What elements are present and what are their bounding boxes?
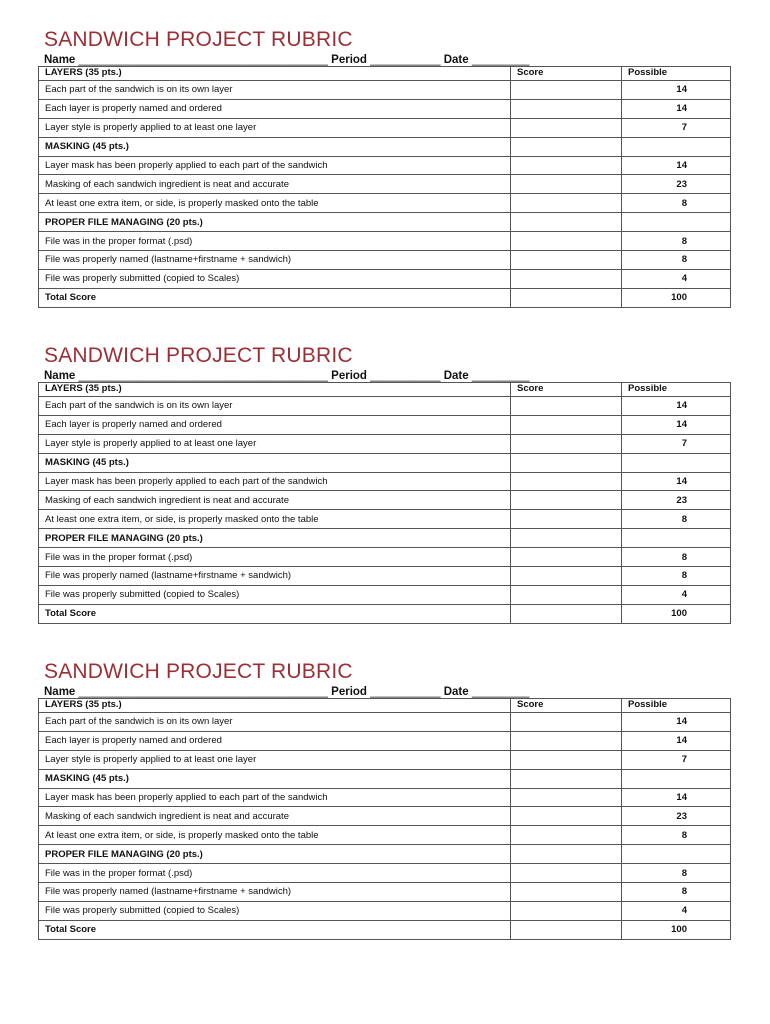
possible-points: 8	[622, 510, 731, 529]
score-cell[interactable]	[511, 750, 622, 769]
criterion-row	[39, 585, 731, 604]
criterion-row	[39, 232, 731, 251]
possible-points: 14	[622, 156, 731, 175]
criterion-label: At least one extra item, or side, is properly masked onto the table	[39, 194, 511, 213]
possible-cell	[622, 453, 731, 472]
possible-points: 7	[622, 118, 731, 137]
date-field[interactable]: _________	[471, 370, 530, 382]
criterion-label: File was in the proper format (.psd)	[39, 232, 511, 251]
possible-points: 4	[622, 585, 731, 604]
student-info-line	[38, 54, 731, 66]
criterion-label: File was properly named (lastname+firstname + sandwich)	[39, 251, 511, 270]
score-cell[interactable]	[511, 175, 622, 194]
score-cell[interactable]	[511, 415, 622, 434]
criterion-label: Each layer is properly named and ordered	[39, 99, 511, 118]
criterion-row	[39, 826, 731, 845]
total-label: Total Score	[39, 920, 511, 939]
rubric-table	[38, 698, 731, 940]
period-label: Period	[331, 54, 367, 66]
total-row	[39, 920, 731, 939]
score-cell[interactable]	[511, 81, 622, 100]
criterion-label: File was in the proper format (.psd)	[39, 864, 511, 883]
criterion-label: File was in the proper format (.psd)	[39, 548, 511, 567]
score-cell[interactable]	[511, 731, 622, 750]
date-field[interactable]: _________	[471, 686, 530, 698]
score-cell[interactable]	[511, 807, 622, 826]
criterion-row	[39, 491, 731, 510]
rubric-1	[38, 28, 731, 308]
possible-points: 14	[622, 731, 731, 750]
section-header-row	[39, 213, 731, 232]
criterion-label: Layer style is properly applied to at least one layer	[39, 118, 511, 137]
student-info-line	[38, 370, 731, 382]
possible-points: 14	[622, 415, 731, 434]
score-header: Score	[511, 383, 622, 397]
section-header-row	[39, 845, 731, 864]
rubric-title: SANDWICH PROJECT RUBRIC	[44, 28, 353, 51]
section-title: PROPER FILE MANAGING (20 pts.)	[39, 213, 511, 232]
score-cell[interactable]	[511, 510, 622, 529]
total-possible: 100	[622, 920, 731, 939]
student-info-line	[38, 686, 731, 698]
score-header: Score	[511, 67, 622, 81]
criterion-row	[39, 548, 731, 567]
possible-points: 8	[622, 864, 731, 883]
section-title: LAYERS (35 pts.)	[39, 699, 511, 713]
score-cell[interactable]	[511, 232, 622, 251]
score-cell[interactable]	[511, 453, 622, 472]
period-label: Period	[331, 370, 367, 382]
score-cell[interactable]	[511, 213, 622, 232]
possible-cell	[622, 213, 731, 232]
section-title: LAYERS (35 pts.)	[39, 67, 511, 81]
score-cell[interactable]	[511, 864, 622, 883]
rubric-3	[38, 660, 731, 940]
criterion-label: Each layer is properly named and ordered	[39, 731, 511, 750]
possible-points: 7	[622, 434, 731, 453]
criterion-label: File was properly submitted (copied to Scales)	[39, 585, 511, 604]
score-cell[interactable]	[511, 585, 622, 604]
score-cell[interactable]	[511, 434, 622, 453]
criterion-row	[39, 434, 731, 453]
criterion-row	[39, 415, 731, 434]
total-possible: 100	[622, 288, 731, 307]
score-cell[interactable]	[511, 788, 622, 807]
section-title: MASKING (45 pts.)	[39, 137, 511, 156]
criterion-label: File was properly named (lastname+firstname + sandwich)	[39, 883, 511, 902]
total-row	[39, 288, 731, 307]
section-header-row	[39, 453, 731, 472]
criterion-row	[39, 567, 731, 586]
period-field[interactable]: ___________	[370, 370, 441, 382]
possible-points: 4	[622, 269, 731, 288]
possible-header: Possible	[622, 699, 731, 713]
score-cell[interactable]	[511, 194, 622, 213]
section-title: MASKING (45 pts.)	[39, 769, 511, 788]
possible-cell	[622, 845, 731, 864]
criterion-label: Layer mask has been properly applied to each part of the sandwich	[39, 472, 511, 491]
score-cell[interactable]	[511, 901, 622, 920]
possible-points: 4	[622, 901, 731, 920]
score-header: Score	[511, 699, 622, 713]
score-cell[interactable]	[511, 567, 622, 586]
possible-points: 23	[622, 175, 731, 194]
score-cell[interactable]	[511, 548, 622, 567]
name-field[interactable]: _______________________________________	[78, 370, 328, 382]
score-cell[interactable]	[511, 826, 622, 845]
period-field[interactable]: ___________	[370, 686, 441, 698]
possible-cell	[622, 769, 731, 788]
criterion-label: Layer style is properly applied to at least one layer	[39, 750, 511, 769]
criterion-row	[39, 118, 731, 137]
possible-points: 8	[622, 567, 731, 586]
criterion-row	[39, 713, 731, 732]
score-cell[interactable]	[511, 529, 622, 548]
criterion-row	[39, 156, 731, 175]
criterion-row	[39, 864, 731, 883]
criterion-row	[39, 175, 731, 194]
criterion-label: Masking of each sandwich ingredient is neat and accurate	[39, 807, 511, 826]
rubric-table	[38, 382, 731, 624]
name-field[interactable]: _______________________________________	[78, 54, 328, 66]
possible-header: Possible	[622, 67, 731, 81]
possible-points: 14	[622, 472, 731, 491]
name-label: Name	[44, 54, 76, 66]
criterion-row	[39, 883, 731, 902]
criterion-row	[39, 731, 731, 750]
total-score-cell[interactable]	[511, 288, 622, 307]
score-cell[interactable]	[511, 397, 622, 416]
criterion-label: Layer mask has been properly applied to each part of the sandwich	[39, 156, 511, 175]
possible-cell	[622, 529, 731, 548]
section-header-row	[39, 383, 731, 397]
criterion-row	[39, 510, 731, 529]
criterion-label: Each layer is properly named and ordered	[39, 415, 511, 434]
section-title: LAYERS (35 pts.)	[39, 383, 511, 397]
section-title: MASKING (45 pts.)	[39, 453, 511, 472]
criterion-row	[39, 901, 731, 920]
criterion-label: At least one extra item, or side, is properly masked onto the table	[39, 510, 511, 529]
score-cell[interactable]	[511, 251, 622, 270]
criterion-row	[39, 750, 731, 769]
possible-points: 8	[622, 194, 731, 213]
possible-points: 14	[622, 81, 731, 100]
date-field[interactable]: _________	[471, 54, 530, 66]
possible-points: 23	[622, 807, 731, 826]
possible-points: 14	[622, 788, 731, 807]
score-cell[interactable]	[511, 769, 622, 788]
criterion-row	[39, 472, 731, 491]
section-header-row	[39, 769, 731, 788]
section-header-row	[39, 67, 731, 81]
criterion-label: At least one extra item, or side, is properly masked onto the table	[39, 826, 511, 845]
score-cell[interactable]	[511, 845, 622, 864]
total-label: Total Score	[39, 604, 511, 623]
score-cell[interactable]	[511, 137, 622, 156]
score-cell[interactable]	[511, 156, 622, 175]
section-header-row	[39, 137, 731, 156]
date-label: Date	[443, 686, 469, 698]
criterion-label: Masking of each sandwich ingredient is neat and accurate	[39, 491, 511, 510]
criterion-label: Each part of the sandwich is on its own layer	[39, 397, 511, 416]
criterion-row	[39, 807, 731, 826]
possible-points: 14	[622, 397, 731, 416]
total-possible: 100	[622, 604, 731, 623]
possible-points: 8	[622, 232, 731, 251]
rubric-2	[38, 344, 731, 624]
criterion-row	[39, 251, 731, 270]
possible-points: 14	[622, 99, 731, 118]
criterion-row	[39, 99, 731, 118]
period-field[interactable]: ___________	[370, 54, 441, 66]
criterion-row	[39, 194, 731, 213]
criterion-label: File was properly submitted (copied to Scales)	[39, 269, 511, 288]
score-cell[interactable]	[511, 99, 622, 118]
possible-points: 8	[622, 883, 731, 902]
possible-points: 7	[622, 750, 731, 769]
section-header-row	[39, 699, 731, 713]
criterion-label: Layer style is properly applied to at least one layer	[39, 434, 511, 453]
name-field[interactable]: _______________________________________	[78, 686, 328, 698]
criterion-label: Each part of the sandwich is on its own layer	[39, 81, 511, 100]
date-label: Date	[443, 54, 469, 66]
criterion-label: Masking of each sandwich ingredient is neat and accurate	[39, 175, 511, 194]
total-row	[39, 604, 731, 623]
criterion-label: Each part of the sandwich is on its own layer	[39, 713, 511, 732]
date-label: Date	[443, 370, 469, 382]
total-score-cell[interactable]	[511, 920, 622, 939]
rubric-table	[38, 66, 731, 308]
section-header-row	[39, 529, 731, 548]
possible-points: 8	[622, 826, 731, 845]
period-label: Period	[331, 686, 367, 698]
score-cell[interactable]	[511, 883, 622, 902]
total-label: Total Score	[39, 288, 511, 307]
possible-points: 14	[622, 713, 731, 732]
score-cell[interactable]	[511, 491, 622, 510]
possible-header: Possible	[622, 383, 731, 397]
criterion-label: File was properly named (lastname+firstname + sandwich)	[39, 567, 511, 586]
possible-points: 8	[622, 548, 731, 567]
name-label: Name	[44, 370, 76, 382]
rubric-title: SANDWICH PROJECT RUBRIC	[44, 344, 353, 367]
possible-points: 8	[622, 251, 731, 270]
score-cell[interactable]	[511, 713, 622, 732]
total-score-cell[interactable]	[511, 604, 622, 623]
criterion-row	[39, 269, 731, 288]
criterion-row	[39, 81, 731, 100]
criterion-label: Layer mask has been properly applied to each part of the sandwich	[39, 788, 511, 807]
possible-points: 23	[622, 491, 731, 510]
rubric-title: SANDWICH PROJECT RUBRIC	[44, 660, 353, 683]
criterion-row	[39, 397, 731, 416]
criterion-label: File was properly submitted (copied to Scales)	[39, 901, 511, 920]
possible-cell	[622, 137, 731, 156]
score-cell[interactable]	[511, 269, 622, 288]
section-title: PROPER FILE MANAGING (20 pts.)	[39, 529, 511, 548]
name-label: Name	[44, 686, 76, 698]
score-cell[interactable]	[511, 118, 622, 137]
section-title: PROPER FILE MANAGING (20 pts.)	[39, 845, 511, 864]
score-cell[interactable]	[511, 472, 622, 491]
criterion-row	[39, 788, 731, 807]
